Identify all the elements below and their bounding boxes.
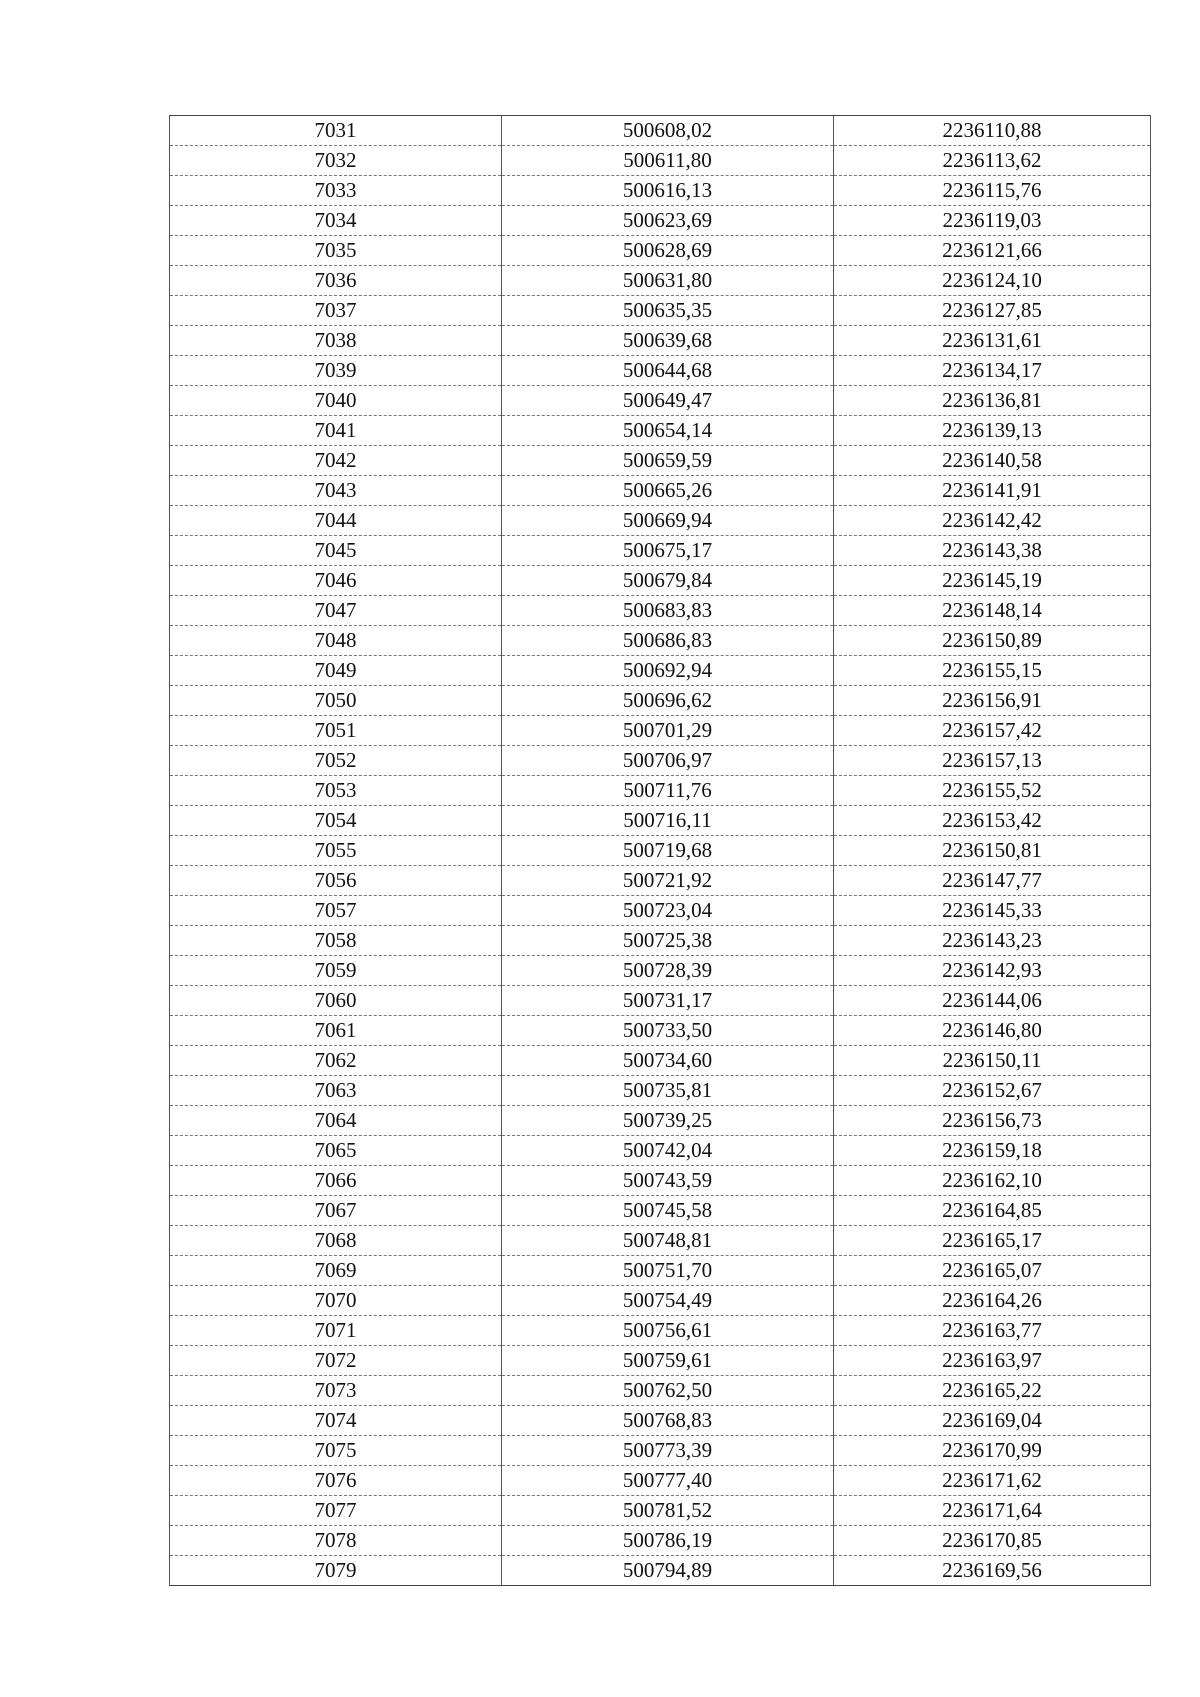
x-coordinate-cell: 500723,04 <box>502 896 834 926</box>
point-number-cell: 7066 <box>170 1166 502 1196</box>
point-number-cell: 7058 <box>170 926 502 956</box>
y-coordinate-cell: 2236146,80 <box>834 1016 1151 1046</box>
table-row <box>170 1556 1151 1586</box>
y-coordinate-cell: 2236155,15 <box>834 656 1151 686</box>
point-number-cell: 7057 <box>170 896 502 926</box>
table-row <box>170 356 1151 386</box>
x-coordinate-cell: 500739,25 <box>502 1106 834 1136</box>
y-coordinate-cell: 2236124,10 <box>834 266 1151 296</box>
table-row <box>170 1286 1151 1316</box>
point-number-cell: 7074 <box>170 1406 502 1436</box>
point-number-cell: 7042 <box>170 446 502 476</box>
table-row <box>170 116 1151 146</box>
y-coordinate-cell: 2236119,03 <box>834 206 1151 236</box>
table-row <box>170 686 1151 716</box>
table-row <box>170 1076 1151 1106</box>
x-coordinate-cell: 500711,76 <box>502 776 834 806</box>
x-coordinate-cell: 500679,84 <box>502 566 834 596</box>
x-coordinate-cell: 500686,83 <box>502 626 834 656</box>
point-number-cell: 7031 <box>170 116 502 146</box>
y-coordinate-cell: 2236145,19 <box>834 566 1151 596</box>
point-number-cell: 7076 <box>170 1466 502 1496</box>
table-row <box>170 1166 1151 1196</box>
x-coordinate-cell: 500608,02 <box>502 116 834 146</box>
table-row <box>170 236 1151 266</box>
x-coordinate-cell: 500635,35 <box>502 296 834 326</box>
table-row <box>170 1496 1151 1526</box>
y-coordinate-cell: 2236147,77 <box>834 866 1151 896</box>
point-number-cell: 7036 <box>170 266 502 296</box>
y-coordinate-cell: 2236136,81 <box>834 386 1151 416</box>
table-row <box>170 206 1151 236</box>
point-number-cell: 7051 <box>170 716 502 746</box>
table-row <box>170 926 1151 956</box>
x-coordinate-cell: 500623,69 <box>502 206 834 236</box>
point-number-cell: 7079 <box>170 1556 502 1586</box>
table-row <box>170 626 1151 656</box>
point-number-cell: 7053 <box>170 776 502 806</box>
x-coordinate-cell: 500611,80 <box>502 146 834 176</box>
table-row <box>170 806 1151 836</box>
point-number-cell: 7068 <box>170 1226 502 1256</box>
point-number-cell: 7065 <box>170 1136 502 1166</box>
y-coordinate-cell: 2236113,62 <box>834 146 1151 176</box>
x-coordinate-cell: 500794,89 <box>502 1556 834 1586</box>
table-row <box>170 716 1151 746</box>
table-row <box>170 986 1151 1016</box>
table-row <box>170 1406 1151 1436</box>
x-coordinate-cell: 500751,70 <box>502 1256 834 1286</box>
x-coordinate-cell: 500659,59 <box>502 446 834 476</box>
table-row <box>170 1136 1151 1166</box>
y-coordinate-cell: 2236139,13 <box>834 416 1151 446</box>
table-row <box>170 1346 1151 1376</box>
table-row <box>170 1316 1151 1346</box>
table-row <box>170 566 1151 596</box>
x-coordinate-cell: 500735,81 <box>502 1076 834 1106</box>
x-coordinate-cell: 500762,50 <box>502 1376 834 1406</box>
point-number-cell: 7050 <box>170 686 502 716</box>
x-coordinate-cell: 500742,04 <box>502 1136 834 1166</box>
point-number-cell: 7043 <box>170 476 502 506</box>
point-number-cell: 7073 <box>170 1376 502 1406</box>
x-coordinate-cell: 500649,47 <box>502 386 834 416</box>
table-row <box>170 836 1151 866</box>
table-row <box>170 416 1151 446</box>
y-coordinate-cell: 2236156,91 <box>834 686 1151 716</box>
point-number-cell: 7056 <box>170 866 502 896</box>
y-coordinate-cell: 2236165,22 <box>834 1376 1151 1406</box>
y-coordinate-cell: 2236150,89 <box>834 626 1151 656</box>
y-coordinate-cell: 2236152,67 <box>834 1076 1151 1106</box>
y-coordinate-cell: 2236110,88 <box>834 116 1151 146</box>
x-coordinate-cell: 500756,61 <box>502 1316 834 1346</box>
y-coordinate-cell: 2236162,10 <box>834 1166 1151 1196</box>
table-row <box>170 476 1151 506</box>
point-number-cell: 7049 <box>170 656 502 686</box>
table-row <box>170 866 1151 896</box>
table-row <box>170 956 1151 986</box>
y-coordinate-cell: 2236171,62 <box>834 1466 1151 1496</box>
table-row <box>170 1436 1151 1466</box>
y-coordinate-cell: 2236145,33 <box>834 896 1151 926</box>
x-coordinate-cell: 500644,68 <box>502 356 834 386</box>
table-row <box>170 1466 1151 1496</box>
y-coordinate-cell: 2236141,91 <box>834 476 1151 506</box>
point-number-cell: 7062 <box>170 1046 502 1076</box>
point-number-cell: 7034 <box>170 206 502 236</box>
y-coordinate-cell: 2236156,73 <box>834 1106 1151 1136</box>
y-coordinate-cell: 2236131,61 <box>834 326 1151 356</box>
table-row <box>170 596 1151 626</box>
point-number-cell: 7047 <box>170 596 502 626</box>
table-row <box>170 896 1151 926</box>
point-number-cell: 7054 <box>170 806 502 836</box>
point-number-cell: 7069 <box>170 1256 502 1286</box>
x-coordinate-cell: 500665,26 <box>502 476 834 506</box>
point-number-cell: 7078 <box>170 1526 502 1556</box>
point-number-cell: 7063 <box>170 1076 502 1106</box>
y-coordinate-cell: 2236127,85 <box>834 296 1151 326</box>
x-coordinate-cell: 500759,61 <box>502 1346 834 1376</box>
x-coordinate-cell: 500716,11 <box>502 806 834 836</box>
point-number-cell: 7077 <box>170 1496 502 1526</box>
coordinates-table-body <box>170 116 1151 1586</box>
y-coordinate-cell: 2236159,18 <box>834 1136 1151 1166</box>
x-coordinate-cell: 500745,58 <box>502 1196 834 1226</box>
table-row <box>170 1526 1151 1556</box>
table-row <box>170 386 1151 416</box>
coordinates-table <box>169 115 1151 1586</box>
x-coordinate-cell: 500725,38 <box>502 926 834 956</box>
point-number-cell: 7035 <box>170 236 502 266</box>
y-coordinate-cell: 2236140,58 <box>834 446 1151 476</box>
y-coordinate-cell: 2236170,85 <box>834 1526 1151 1556</box>
table-row <box>170 176 1151 206</box>
point-number-cell: 7075 <box>170 1436 502 1466</box>
x-coordinate-cell: 500616,13 <box>502 176 834 206</box>
point-number-cell: 7064 <box>170 1106 502 1136</box>
y-coordinate-cell: 2236142,93 <box>834 956 1151 986</box>
y-coordinate-cell: 2236153,42 <box>834 806 1151 836</box>
point-number-cell: 7041 <box>170 416 502 446</box>
table-row <box>170 1016 1151 1046</box>
x-coordinate-cell: 500683,83 <box>502 596 834 626</box>
x-coordinate-cell: 500734,60 <box>502 1046 834 1076</box>
y-coordinate-cell: 2236143,23 <box>834 926 1151 956</box>
table-row <box>170 1046 1151 1076</box>
y-coordinate-cell: 2236155,52 <box>834 776 1151 806</box>
y-coordinate-cell: 2236121,66 <box>834 236 1151 266</box>
x-coordinate-cell: 500743,59 <box>502 1166 834 1196</box>
x-coordinate-cell: 500773,39 <box>502 1436 834 1466</box>
x-coordinate-cell: 500701,29 <box>502 716 834 746</box>
y-coordinate-cell: 2236143,38 <box>834 536 1151 566</box>
y-coordinate-cell: 2236157,42 <box>834 716 1151 746</box>
table-row <box>170 326 1151 356</box>
x-coordinate-cell: 500706,97 <box>502 746 834 776</box>
x-coordinate-cell: 500733,50 <box>502 1016 834 1046</box>
x-coordinate-cell: 500696,62 <box>502 686 834 716</box>
y-coordinate-cell: 2236164,85 <box>834 1196 1151 1226</box>
x-coordinate-cell: 500731,17 <box>502 986 834 1016</box>
point-number-cell: 7032 <box>170 146 502 176</box>
table-row <box>170 1226 1151 1256</box>
y-coordinate-cell: 2236170,99 <box>834 1436 1151 1466</box>
x-coordinate-cell: 500768,83 <box>502 1406 834 1436</box>
x-coordinate-cell: 500777,40 <box>502 1466 834 1496</box>
point-number-cell: 7046 <box>170 566 502 596</box>
table-row <box>170 1196 1151 1226</box>
point-number-cell: 7072 <box>170 1346 502 1376</box>
x-coordinate-cell: 500669,94 <box>502 506 834 536</box>
point-number-cell: 7039 <box>170 356 502 386</box>
y-coordinate-cell: 2236150,81 <box>834 836 1151 866</box>
y-coordinate-cell: 2236169,56 <box>834 1556 1151 1586</box>
point-number-cell: 7033 <box>170 176 502 206</box>
point-number-cell: 7070 <box>170 1286 502 1316</box>
y-coordinate-cell: 2236148,14 <box>834 596 1151 626</box>
y-coordinate-cell: 2236165,17 <box>834 1226 1151 1256</box>
x-coordinate-cell: 500628,69 <box>502 236 834 266</box>
y-coordinate-cell: 2236169,04 <box>834 1406 1151 1436</box>
x-coordinate-cell: 500781,52 <box>502 1496 834 1526</box>
point-number-cell: 7060 <box>170 986 502 1016</box>
y-coordinate-cell: 2236142,42 <box>834 506 1151 536</box>
y-coordinate-cell: 2236150,11 <box>834 1046 1151 1076</box>
point-number-cell: 7040 <box>170 386 502 416</box>
point-number-cell: 7067 <box>170 1196 502 1226</box>
table-row <box>170 746 1151 776</box>
point-number-cell: 7059 <box>170 956 502 986</box>
x-coordinate-cell: 500692,94 <box>502 656 834 686</box>
x-coordinate-cell: 500675,17 <box>502 536 834 566</box>
point-number-cell: 7037 <box>170 296 502 326</box>
point-number-cell: 7055 <box>170 836 502 866</box>
x-coordinate-cell: 500754,49 <box>502 1286 834 1316</box>
table-row <box>170 266 1151 296</box>
y-coordinate-cell: 2236171,64 <box>834 1496 1151 1526</box>
y-coordinate-cell: 2236134,17 <box>834 356 1151 386</box>
x-coordinate-cell: 500631,80 <box>502 266 834 296</box>
y-coordinate-cell: 2236164,26 <box>834 1286 1151 1316</box>
point-number-cell: 7071 <box>170 1316 502 1346</box>
point-number-cell: 7052 <box>170 746 502 776</box>
x-coordinate-cell: 500719,68 <box>502 836 834 866</box>
table-row <box>170 296 1151 326</box>
x-coordinate-cell: 500654,14 <box>502 416 834 446</box>
table-row <box>170 506 1151 536</box>
x-coordinate-cell: 500786,19 <box>502 1526 834 1556</box>
point-number-cell: 7048 <box>170 626 502 656</box>
table-row <box>170 1256 1151 1286</box>
point-number-cell: 7045 <box>170 536 502 566</box>
y-coordinate-cell: 2236163,77 <box>834 1316 1151 1346</box>
y-coordinate-cell: 2236163,97 <box>834 1346 1151 1376</box>
point-number-cell: 7038 <box>170 326 502 356</box>
y-coordinate-cell: 2236157,13 <box>834 746 1151 776</box>
x-coordinate-cell: 500721,92 <box>502 866 834 896</box>
point-number-cell: 7044 <box>170 506 502 536</box>
table-row <box>170 656 1151 686</box>
point-number-cell: 7061 <box>170 1016 502 1046</box>
table-row <box>170 536 1151 566</box>
table-row <box>170 446 1151 476</box>
y-coordinate-cell: 2236165,07 <box>834 1256 1151 1286</box>
y-coordinate-cell: 2236144,06 <box>834 986 1151 1016</box>
x-coordinate-cell: 500639,68 <box>502 326 834 356</box>
table-row <box>170 146 1151 176</box>
table-row <box>170 1376 1151 1406</box>
table-row <box>170 776 1151 806</box>
table-row <box>170 1106 1151 1136</box>
x-coordinate-cell: 500728,39 <box>502 956 834 986</box>
y-coordinate-cell: 2236115,76 <box>834 176 1151 206</box>
x-coordinate-cell: 500748,81 <box>502 1226 834 1256</box>
